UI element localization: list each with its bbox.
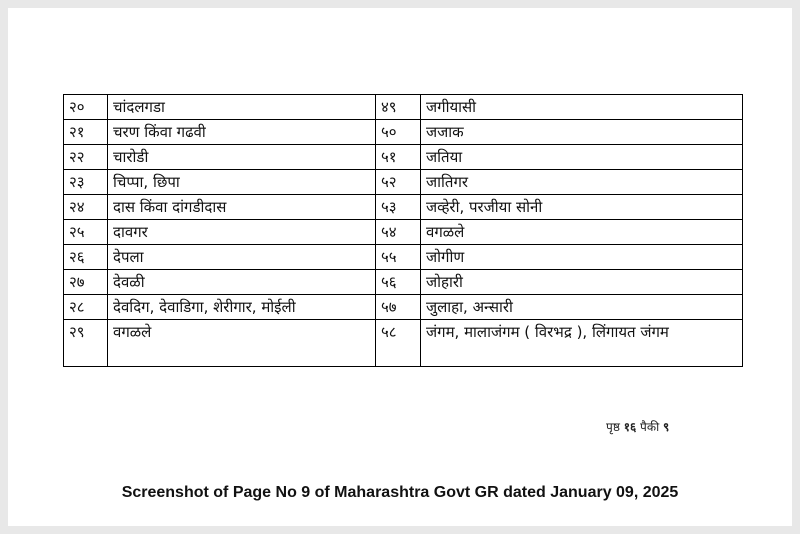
row-number-left: २९ (64, 320, 108, 367)
table-row (64, 120, 743, 145)
caste-name-right: जंगम, मालाजंगम ( विरभद्र ), लिंगायत जंगम (421, 320, 743, 367)
table-row (64, 95, 743, 120)
table-row (64, 145, 743, 170)
table-row (64, 220, 743, 245)
caste-name-left: दास किंवा दांगडीदास (108, 195, 376, 220)
table-row (64, 170, 743, 195)
row-number-right: ५८ (376, 320, 421, 367)
table-row (64, 245, 743, 270)
caste-name-right: वगळले (421, 220, 743, 245)
row-number-left: २३ (64, 170, 108, 195)
row-number-right: ५५ (376, 245, 421, 270)
row-number-right: ५७ (376, 295, 421, 320)
row-number-left: २० (64, 95, 108, 120)
caste-name-right: जातिगर (421, 170, 743, 195)
row-number-right: ५४ (376, 220, 421, 245)
row-number-left: २७ (64, 270, 108, 295)
footer-page-number: ९ (663, 420, 670, 434)
caste-name-left: दावगर (108, 220, 376, 245)
footer-total-pages: १६ (623, 420, 637, 434)
caste-name-right: जोगीण (421, 245, 743, 270)
caste-name-left: चिप्पा, छिपा (108, 170, 376, 195)
caste-name-left: चरण किंवा गढवी (108, 120, 376, 145)
row-number-left: २८ (64, 295, 108, 320)
caste-list-table (63, 94, 743, 367)
row-number-right: ५३ (376, 195, 421, 220)
row-number-left: २६ (64, 245, 108, 270)
row-number-left: २५ (64, 220, 108, 245)
table-row (64, 320, 743, 367)
row-number-left: २२ (64, 145, 108, 170)
table-row (64, 195, 743, 220)
caste-name-right: जोहारी (421, 270, 743, 295)
row-number-right: ५० (376, 120, 421, 145)
caste-name-right: जतिया (421, 145, 743, 170)
caste-name-left: चांदलगडा (108, 95, 376, 120)
caste-name-left: देपला (108, 245, 376, 270)
caste-name-left: देवळी (108, 270, 376, 295)
table-row (64, 270, 743, 295)
caste-name-right: जव्हेरी, परजीया सोनी (421, 195, 743, 220)
table-row (64, 295, 743, 320)
screenshot-caption: Screenshot of Page No 9 of Maharashtra Govt GR dated January 09, 2025 (121, 484, 679, 501)
caste-name-right: जगीयासी (421, 95, 743, 120)
caste-name-right: जजाक (421, 120, 743, 145)
page-number-footer (606, 418, 669, 435)
footer-prefix: पृष्ठ (606, 420, 620, 434)
caste-name-left: चारोडी (108, 145, 376, 170)
row-number-left: २४ (64, 195, 108, 220)
row-number-right: ५२ (376, 170, 421, 195)
row-number-right: ५६ (376, 270, 421, 295)
caste-name-right: जुलाहा, अन्सारी (421, 295, 743, 320)
caste-name-left: देवदिग, देवाडिगा, शेरीगार, मोईली (108, 295, 376, 320)
row-number-left: २१ (64, 120, 108, 145)
footer-middle: पैकी (640, 420, 660, 434)
caste-name-left: वगळले (108, 320, 376, 367)
document-page (8, 8, 792, 526)
row-number-right: ५१ (376, 145, 421, 170)
row-number-right: ४९ (376, 95, 421, 120)
